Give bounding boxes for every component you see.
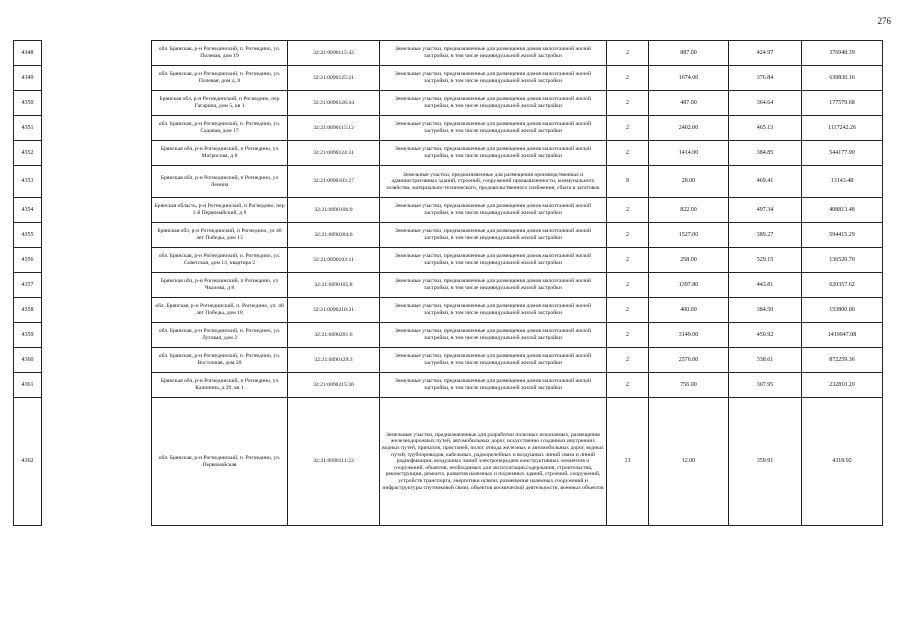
cadastral-number-cell: 32:21:0090215:36 bbox=[288, 373, 380, 398]
row-number: 4359 bbox=[14, 323, 42, 348]
land-purpose-cell: Земельные участки, предназначенные для размещения домов малоэтажной жилой застройки, в том числе индивидуальной жилой застройки bbox=[380, 116, 607, 141]
group-cell: 2 bbox=[607, 323, 649, 348]
row-number: 4352 bbox=[14, 141, 42, 166]
group-cell: 2 bbox=[607, 91, 649, 116]
area-cell: 2576.00 bbox=[649, 348, 729, 373]
row-number: 4361 bbox=[14, 373, 42, 398]
spacer-cell bbox=[42, 141, 152, 166]
address-cell: обл. Брянская, р-н Рогнединский, п. Рогнедино, ул. Советская, дом 13, квартира 2 bbox=[152, 248, 288, 273]
area-cell: 1674.00 bbox=[649, 66, 729, 91]
cadastral-number-cell: 32:21:0090129:3 bbox=[288, 348, 380, 373]
row-number: 4353 bbox=[14, 166, 42, 198]
cadastral-number-cell: 32:21:0090126:34 bbox=[288, 91, 380, 116]
area-cell: 28.00 bbox=[649, 166, 729, 198]
area-cell: 1397.80 bbox=[649, 273, 729, 298]
spacer-cell bbox=[42, 198, 152, 223]
land-purpose-cell: Земельные участки, предназначенные для размещения домов малоэтажной жилой застройки, в том числе индивидуальной жилой застройки bbox=[380, 91, 607, 116]
specific-value-cell: 359.91 bbox=[729, 398, 802, 526]
address-cell: обл. Брянская, р-н Рогнединский, п. Рогнедино, ул. 40 лет Победы, дом 18 bbox=[152, 298, 288, 323]
cadastral-value-cell: 177579.68 bbox=[802, 91, 883, 116]
spacer-cell bbox=[42, 373, 152, 398]
cadastral-number-cell: 32:21:0090124:31 bbox=[288, 141, 380, 166]
cadastral-number-cell: 32:21:0090115:12 bbox=[288, 116, 380, 141]
address-cell: Брянская обл, р-н Рогнединский, п Рогнедино, ул Чкалова, д 8 bbox=[152, 273, 288, 298]
group-cell: 2 bbox=[607, 66, 649, 91]
spacer-cell bbox=[42, 273, 152, 298]
cadastral-value-cell: 4318.92 bbox=[802, 398, 883, 526]
cadastral-number-cell: 32:21:0090210:21 bbox=[288, 298, 380, 323]
table-row bbox=[14, 41, 883, 66]
address-cell: обл. Брянская, р-н Рогнединский, п. Рогнедино, ул. Луговая, дом 2 bbox=[152, 323, 288, 348]
land-purpose-cell: Земельные участки, предназначенные для размещения домов малоэтажной жилой застройки, в том числе индивидуальной жилой застройки bbox=[380, 198, 607, 223]
specific-value-cell: 424.97 bbox=[729, 41, 802, 66]
address-cell: обл. Брянская, р-н Рогнединский, п. Рогнедино, ул. Восточная, дом 20 bbox=[152, 348, 288, 373]
land-purpose-cell: Земельные участки, предназначенные для размещения производственных и административных зданий, строений, сооружений промышленности, коммунального хозяйства, материально-технического, продовольственного снабжения, сбыта и заготовок bbox=[380, 166, 607, 198]
land-purpose-cell: Земельные участки, предназначенные для размещения домов малоэтажной жилой застройки, в том числе индивидуальной жилой застройки bbox=[380, 348, 607, 373]
area-cell: 487.00 bbox=[649, 91, 729, 116]
group-cell: 2 bbox=[607, 348, 649, 373]
group-cell: 13 bbox=[607, 398, 649, 526]
cadastral-number-cell: 32:21:0090103:27 bbox=[288, 166, 380, 198]
land-purpose-cell: Земельные участки, предназначенные для размещения домов малоэтажной жилой застройки, в том числе индивидуальной жилой застройки bbox=[380, 298, 607, 323]
spacer-cell bbox=[42, 298, 152, 323]
row-number: 4348 bbox=[14, 41, 42, 66]
cadastral-number-cell: 32:21:0090103:11 bbox=[288, 248, 380, 273]
group-cell: 9 bbox=[607, 166, 649, 198]
land-purpose-cell: Земельные участки, предназначенные для размещения домов малоэтажной жилой застройки, в том числе индивидуальной жилой застройки bbox=[380, 248, 607, 273]
cadastral-value-cell: 13143.48 bbox=[802, 166, 883, 198]
row-number: 4349 bbox=[14, 66, 42, 91]
spacer-cell bbox=[42, 398, 152, 526]
specific-value-cell: 307.95 bbox=[729, 373, 802, 398]
group-cell: 2 bbox=[607, 273, 649, 298]
specific-value-cell: 389.27 bbox=[729, 223, 802, 248]
cadastral-value-cell: 153800.00 bbox=[802, 298, 883, 323]
specific-value-cell: 364.64 bbox=[729, 91, 802, 116]
specific-value-cell: 384.50 bbox=[729, 298, 802, 323]
cadastral-value-cell: 232810.20 bbox=[802, 373, 883, 398]
cadastral-value-cell: 620357.62 bbox=[802, 273, 883, 298]
row-number: 4357 bbox=[14, 273, 42, 298]
spacer-cell bbox=[42, 91, 152, 116]
group-cell: 2 bbox=[607, 373, 649, 398]
page-number: 276 bbox=[877, 16, 891, 26]
cadastral-value-cell: 136520.70 bbox=[802, 248, 883, 273]
row-number: 4360 bbox=[14, 348, 42, 373]
spacer-cell bbox=[42, 348, 152, 373]
table-row bbox=[14, 91, 883, 116]
address-cell: Брянская обл, р-н Рогнединский, п Рогнедино, ул Калинина, д 29, кв 1 bbox=[152, 373, 288, 398]
table-row bbox=[14, 348, 883, 373]
specific-value-cell: 469.41 bbox=[729, 166, 802, 198]
table-row bbox=[14, 223, 883, 248]
row-number: 4358 bbox=[14, 298, 42, 323]
spacer-cell bbox=[42, 223, 152, 248]
row-number: 4354 bbox=[14, 198, 42, 223]
row-number: 4362 bbox=[14, 398, 42, 526]
cadastral-number-cell: 32:21:0090201:6 bbox=[288, 323, 380, 348]
spacer-cell bbox=[42, 66, 152, 91]
cadastral-value-cell: 594415.29 bbox=[802, 223, 883, 248]
group-cell: 2 bbox=[607, 223, 649, 248]
land-purpose-cell: Земельные участки, предназначенные для размещения домов малоэтажной жилой застройки, в том числе индивидуальной жилой застройки bbox=[380, 66, 607, 91]
cadastral-value-cell: 544177.90 bbox=[802, 141, 883, 166]
spacer-cell bbox=[42, 248, 152, 273]
area-cell: 400.00 bbox=[649, 298, 729, 323]
area-cell: 3149.00 bbox=[649, 323, 729, 348]
table-row bbox=[14, 198, 883, 223]
specific-value-cell: 338.61 bbox=[729, 348, 802, 373]
specific-value-cell: 465.13 bbox=[729, 116, 802, 141]
table-row bbox=[14, 323, 883, 348]
land-purpose-cell: Земельные участки, предназначенные для разработки полезных ископаемых, размещения железнодорожных путей, автомобильных дорог, искусственно созданных внутренних водных путей, причалов, пристаней, полос отвода железных и автомобильных дорог, водных путей, трубопроводов, кабельных, радиорелейных и воздушных линий связи и линий радиофикации, воздушных линий электропередачи конструктивных элементов и сооружений, объектов, необходимых для эксплуатации,содержания, строительства, реконструкции, ремонта, развития наземных и подземных зданий, строений, сооружений, устройств транспорта, энергетики исвязи; размещения наземных сооружений и инфраструктуры спутниковой связи, объектов космической деятельности, военных объектов bbox=[380, 398, 607, 526]
address-cell: обл. Брянская, р-н Рогнединский, п. Рогнедино, ул. Полевая, дом д. 8 bbox=[152, 66, 288, 91]
group-cell: 2 bbox=[607, 298, 649, 323]
cadastral-number-cell: 32:21:0090115:42 bbox=[288, 41, 380, 66]
cadastral-value-cell: 1419947.08 bbox=[802, 323, 883, 348]
row-number: 4356 bbox=[14, 248, 42, 273]
group-cell: 2 bbox=[607, 248, 649, 273]
table-row bbox=[14, 166, 883, 198]
specific-value-cell: 450.92 bbox=[729, 323, 802, 348]
table-row bbox=[14, 373, 883, 398]
address-cell: Брянская обл, р-н Рогнединский, п Рогнедино, ул 40 лет Победы, дом 13 bbox=[152, 223, 288, 248]
land-purpose-cell: Земельные участки, предназначенные для размещения домов малоэтажной жилой застройки, в том числе индивидуальной жилой застройки bbox=[380, 323, 607, 348]
spacer-cell bbox=[42, 323, 152, 348]
spacer-cell bbox=[42, 116, 152, 141]
group-cell: 2 bbox=[607, 41, 649, 66]
area-cell: 258.00 bbox=[649, 248, 729, 273]
cadastral-value-cell: 376948.39 bbox=[802, 41, 883, 66]
table-row bbox=[14, 298, 883, 323]
cadastral-value-cell: 1117242.26 bbox=[802, 116, 883, 141]
cadastral-number-cell: 32:21:0090105:8 bbox=[288, 273, 380, 298]
land-purpose-cell: Земельные участки, предназначенные для размещения домов малоэтажной жилой застройки, в том числе индивидуальной жилой застройки bbox=[380, 41, 607, 66]
table-row bbox=[14, 248, 883, 273]
area-cell: 12.00 bbox=[649, 398, 729, 526]
specific-value-cell: 497.34 bbox=[729, 198, 802, 223]
cadastral-value-cell: 630830.16 bbox=[802, 66, 883, 91]
row-number: 4350 bbox=[14, 91, 42, 116]
table-row bbox=[14, 141, 883, 166]
specific-value-cell: 443.81 bbox=[729, 273, 802, 298]
cadastral-value-cell: 408813.48 bbox=[802, 198, 883, 223]
area-cell: 1527.00 bbox=[649, 223, 729, 248]
address-cell: обл. Брянская, р-н Рогнединский, п. Рогнедино, ул. Полевая, дом 19 bbox=[152, 41, 288, 66]
spacer-cell bbox=[42, 166, 152, 198]
specific-value-cell: 384.85 bbox=[729, 141, 802, 166]
area-cell: 1414.00 bbox=[649, 141, 729, 166]
land-purpose-cell: Земельные участки, предназначенные для размещения домов малоэтажной жилой застройки, в том числе индивидуальной жилой застройки bbox=[380, 141, 607, 166]
table-row bbox=[14, 398, 883, 526]
address-cell: обл. Брянская, р-н Рогнединский, п. Рогнедино, ул. Первомайская bbox=[152, 398, 288, 526]
row-number: 4351 bbox=[14, 116, 42, 141]
group-cell: 2 bbox=[607, 198, 649, 223]
cadastral-value-table bbox=[13, 40, 883, 526]
address-cell: Брянская обл, р-н Рогнединский, п Рогнедино, ул Матросова, д 8 bbox=[152, 141, 288, 166]
table-row bbox=[14, 116, 883, 141]
table-row bbox=[14, 66, 883, 91]
address-cell: Брянская обл, р-н Рогнединский, п Рогнедино, пер Гагарина, дом 5, кв 1 bbox=[152, 91, 288, 116]
specific-value-cell: 376.84 bbox=[729, 66, 802, 91]
cadastral-number-cell: 32:21:0090111:23 bbox=[288, 398, 380, 526]
specific-value-cell: 529.15 bbox=[729, 248, 802, 273]
land-purpose-cell: Земельные участки, предназначенные для размещения домов малоэтажной жилой застройки, в том числе индивидуальной жилой застройки bbox=[380, 373, 607, 398]
area-cell: 822.00 bbox=[649, 198, 729, 223]
land-purpose-cell: Земельные участки, предназначенные для размещения домов малоэтажной жилой застройки, в том числе индивидуальной жилой застройки bbox=[380, 273, 607, 298]
spacer-cell bbox=[42, 41, 152, 66]
group-cell: 2 bbox=[607, 116, 649, 141]
cadastral-number-cell: 32:21:0090204:6 bbox=[288, 223, 380, 248]
cadastral-number-cell: 32:21:0090106:9 bbox=[288, 198, 380, 223]
address-cell: обл. Брянская, р-н Рогнединский, п. Рогнедино, ул. Садовая, дом 17 bbox=[152, 116, 288, 141]
area-cell: 887.00 bbox=[649, 41, 729, 66]
address-cell: Брянская область, р-н Рогнединский, п Рогнедино, пер 1-й Первомайский, д 8 bbox=[152, 198, 288, 223]
address-cell: Брянская обл, р-н Рогнединский, п Рогнедино, ул Ленина bbox=[152, 166, 288, 198]
table-body bbox=[14, 41, 883, 526]
table-row bbox=[14, 273, 883, 298]
cadastral-number-cell: 32:21:0090125:21 bbox=[288, 66, 380, 91]
cadastral-value-cell: 872259.36 bbox=[802, 348, 883, 373]
row-number: 4355 bbox=[14, 223, 42, 248]
area-cell: 756.00 bbox=[649, 373, 729, 398]
group-cell: 2 bbox=[607, 141, 649, 166]
area-cell: 2402.00 bbox=[649, 116, 729, 141]
land-purpose-cell: Земельные участки, предназначенные для размещения домов малоэтажной жилой застройки, в том числе индивидуальной жилой застройки bbox=[380, 223, 607, 248]
